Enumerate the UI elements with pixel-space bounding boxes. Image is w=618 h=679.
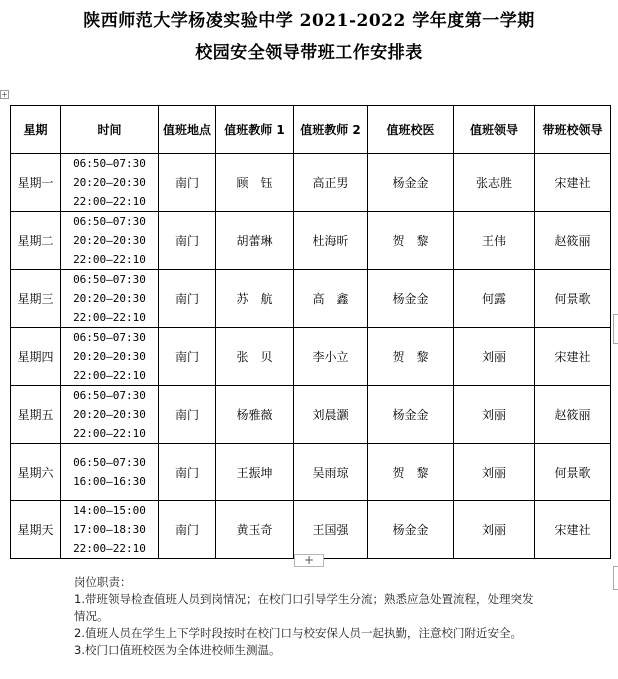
cell-teacher-2: 吴雨琼 bbox=[294, 444, 368, 501]
cell-school-leader: 赵筱丽 bbox=[535, 212, 611, 270]
cell-teacher-1: 胡蕾琳 bbox=[216, 212, 294, 270]
header-doctor: 值班校医 bbox=[368, 106, 454, 154]
cell-place: 南门 bbox=[159, 386, 216, 444]
time-slot: 06:50—07:30 bbox=[73, 389, 146, 402]
cell-school-leader: 宋建社 bbox=[535, 328, 611, 386]
time-slot: 14:00—15:00 bbox=[73, 504, 146, 517]
table-row bbox=[11, 212, 611, 270]
duties-heading: 岗位职责： bbox=[74, 575, 132, 589]
header-teacher-2: 值班教师 2 bbox=[294, 106, 368, 154]
document-title: 陕西师范大学杨凌实验中学 2021-2022 学年度第一学期 bbox=[83, 11, 535, 31]
duty-item-continuation: 情况。 bbox=[74, 609, 109, 623]
duty-item: 1.带班领导检查值班人员到岗情况；在校门口引导学生分流；熟悉应急处置流程，处理突发 bbox=[74, 592, 534, 606]
cell-doctor: 杨金金 bbox=[368, 386, 454, 444]
cell-doctor: 杨金金 bbox=[368, 501, 454, 559]
table-row bbox=[11, 270, 611, 328]
cell-teacher-1: 顾 钰 bbox=[216, 154, 294, 212]
time-slot: 20:20—20:30 bbox=[73, 408, 146, 421]
cell-leader: 刘丽 bbox=[454, 386, 535, 444]
duty-item: 2.值班人员在学生上下学时段按时在校门口与校安保人员一起执勤，注意校门附近安全。 bbox=[74, 626, 522, 640]
time-slot: 06:50—07:30 bbox=[73, 273, 146, 286]
time-slot: 22:00—22:10 bbox=[73, 427, 146, 440]
cell-times bbox=[61, 212, 159, 270]
cell-teacher-2: 高正男 bbox=[294, 154, 368, 212]
header-place: 值班地点 bbox=[159, 106, 216, 154]
cell-place: 南门 bbox=[159, 444, 216, 501]
time-slot: 20:20—20:30 bbox=[73, 176, 146, 189]
cell-leader: 刘丽 bbox=[454, 501, 535, 559]
table-row bbox=[11, 444, 611, 501]
cell-day: 星期一 bbox=[11, 154, 61, 212]
cell-doctor: 贺 黎 bbox=[368, 212, 454, 270]
time-slot: 22:00—22:10 bbox=[73, 195, 146, 208]
table-row bbox=[11, 154, 611, 212]
page-edge-handle bbox=[613, 314, 618, 344]
cell-doctor: 杨金金 bbox=[368, 154, 454, 212]
table-row bbox=[11, 501, 611, 559]
cell-school-leader: 何景歌 bbox=[535, 270, 611, 328]
cell-leader: 张志胜 bbox=[454, 154, 535, 212]
cell-times bbox=[61, 444, 159, 501]
cell-day: 星期二 bbox=[11, 212, 61, 270]
time-slot: 22:00—22:10 bbox=[73, 311, 146, 324]
time-slot: 22:00—22:10 bbox=[73, 369, 146, 382]
table-row bbox=[11, 386, 611, 444]
cell-place: 南门 bbox=[159, 212, 216, 270]
table-row bbox=[11, 328, 611, 386]
time-slot: 06:50—07:30 bbox=[73, 331, 146, 344]
cell-place: 南门 bbox=[159, 270, 216, 328]
cell-place: 南门 bbox=[159, 154, 216, 212]
cell-doctor: 贺 黎 bbox=[368, 328, 454, 386]
cell-school-leader: 宋建社 bbox=[535, 154, 611, 212]
page-edge-handle bbox=[613, 566, 618, 590]
cell-leader: 刘丽 bbox=[454, 328, 535, 386]
cell-times bbox=[61, 386, 159, 444]
cell-school-leader: 何景歌 bbox=[535, 444, 611, 501]
time-slot: 06:50—07:30 bbox=[73, 456, 146, 469]
time-slot: 16:00—16:30 bbox=[73, 475, 146, 488]
cell-teacher-1: 杨雅薇 bbox=[216, 386, 294, 444]
table-header-row bbox=[11, 106, 611, 154]
table-move-handle-icon[interactable]: + bbox=[1, 90, 8, 99]
cell-doctor: 贺 黎 bbox=[368, 444, 454, 501]
cell-times bbox=[61, 328, 159, 386]
cell-day: 星期四 bbox=[11, 328, 61, 386]
cell-leader: 刘丽 bbox=[454, 444, 535, 501]
cell-school-leader: 赵筱丽 bbox=[535, 386, 611, 444]
cell-leader: 何露 bbox=[454, 270, 535, 328]
cell-day: 星期天 bbox=[11, 501, 61, 559]
time-slot: 22:00—22:10 bbox=[73, 253, 146, 266]
cell-teacher-1: 苏 航 bbox=[216, 270, 294, 328]
time-slot: 06:50—07:30 bbox=[73, 157, 146, 170]
cell-day: 星期三 bbox=[11, 270, 61, 328]
cell-place: 南门 bbox=[159, 328, 216, 386]
cell-leader: 王伟 bbox=[454, 212, 535, 270]
cell-place: 南门 bbox=[159, 501, 216, 559]
duty-schedule-table bbox=[10, 105, 611, 559]
cell-teacher-2: 李小立 bbox=[294, 328, 368, 386]
cell-teacher-2: 刘晨灏 bbox=[294, 386, 368, 444]
time-slot: 20:20—20:30 bbox=[73, 350, 146, 363]
add-row-button[interactable]: + bbox=[294, 554, 324, 567]
cell-day: 星期六 bbox=[11, 444, 61, 501]
cell-school-leader: 宋建社 bbox=[535, 501, 611, 559]
header-school-leader: 带班校领导 bbox=[535, 106, 611, 154]
time-slot: 20:20—20:30 bbox=[73, 292, 146, 305]
cell-day: 星期五 bbox=[11, 386, 61, 444]
cell-teacher-1: 张 贝 bbox=[216, 328, 294, 386]
duty-description bbox=[74, 574, 594, 659]
cell-teacher-1: 王振坤 bbox=[216, 444, 294, 501]
cell-times bbox=[61, 154, 159, 212]
cell-teacher-2: 王国强 bbox=[294, 501, 368, 559]
duty-item: 3.校门口值班校医为全体进校师生测温。 bbox=[74, 643, 281, 657]
header-time: 时间 bbox=[61, 106, 159, 154]
document-subtitle: 校园安全领导带班工作安排表 bbox=[195, 43, 423, 63]
cell-teacher-2: 杜海昕 bbox=[294, 212, 368, 270]
header-teacher-1: 值班教师 1 bbox=[216, 106, 294, 154]
header-day: 星期 bbox=[11, 106, 61, 154]
cell-teacher-2: 高 鑫 bbox=[294, 270, 368, 328]
time-slot: 20:20—20:30 bbox=[73, 234, 146, 247]
cell-teacher-1: 黄玉奇 bbox=[216, 501, 294, 559]
header-leader: 值班领导 bbox=[454, 106, 535, 154]
time-slot: 06:50—07:30 bbox=[73, 215, 146, 228]
time-slot: 22:00—22:10 bbox=[73, 542, 146, 555]
cell-times bbox=[61, 501, 159, 559]
cell-doctor: 杨金金 bbox=[368, 270, 454, 328]
time-slot: 17:00—18:30 bbox=[73, 523, 146, 536]
cell-times bbox=[61, 270, 159, 328]
